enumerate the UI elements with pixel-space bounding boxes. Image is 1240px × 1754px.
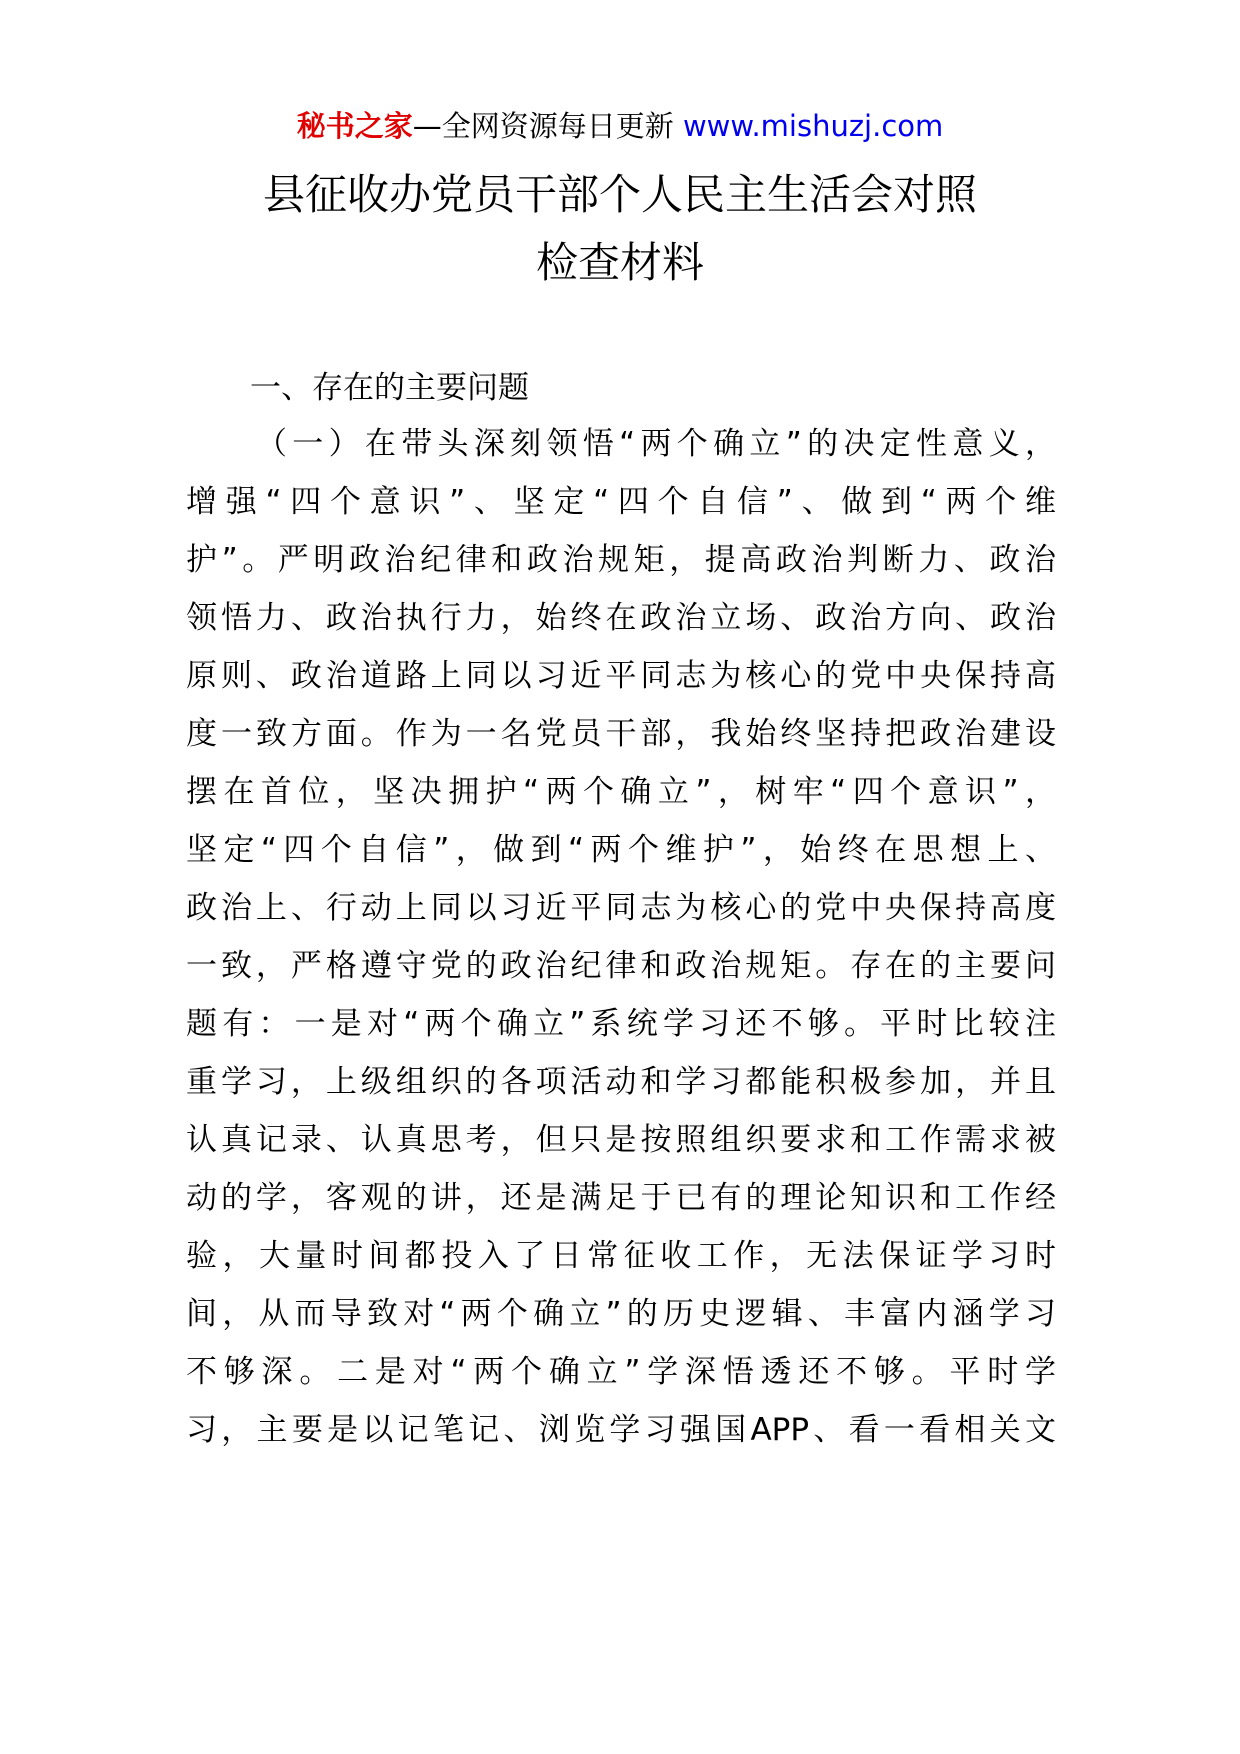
site-url-link[interactable]: www.mishuzj.com <box>682 109 944 143</box>
body-text-line: 习，主要是以记笔记、浏览学习强国APP、看一看相关文 <box>186 1412 1056 1448</box>
site-banner <box>0 104 1240 148</box>
body-text-line: 原则、政治道路上同以习近平同志为核心的党中央保持高 <box>186 658 1056 694</box>
body-text-line: 题有：一是对“两个确立”系统学习还不够。平时比较注 <box>186 1006 1056 1042</box>
body-text-line: 坚定“四个自信”，做到“两个维护”，始终在思想上、 <box>186 832 1056 868</box>
body-text-line: （一）在带头深刻领悟“两个确立”的决定性意义， <box>256 426 1056 462</box>
body-text-line: 验，大量时间都投入了日常征收工作，无法保证学习时 <box>186 1238 1056 1274</box>
body-text-line: 一致，严格遵守党的政治纪律和政治规矩。存在的主要问 <box>186 948 1056 984</box>
document-title-line-2: 检查材料 <box>535 238 704 287</box>
body-text-line: 领悟力、政治执行力，始终在政治立场、政治方向、政治 <box>186 600 1056 636</box>
banner-tagline: —全网资源每日更新 <box>412 109 674 143</box>
body-text-line: 重学习，上级组织的各项活动和学习都能积极参加，并且 <box>186 1064 1056 1100</box>
body-text-line: 政治上、行动上同以习近平同志为核心的党中央保持高度 <box>186 890 1056 926</box>
body-text-line: 动的学，客观的讲，还是满足于已有的理论知识和工作经 <box>186 1180 1056 1216</box>
body-text-line: 护”。严明政治纪律和政治规矩，提高政治判断力、政治 <box>186 542 1056 578</box>
body-text-line: 增强“四个意识”、坚定“四个自信”、做到“两个维 <box>186 484 1056 520</box>
body-text-line: 认真记录、认真思考，但只是按照组织要求和工作需求被 <box>186 1122 1056 1158</box>
brand-name: 秘书之家 <box>296 109 413 143</box>
body-text-line: 间，从而导致对“两个确立”的历史逻辑、丰富内涵学习 <box>186 1296 1056 1332</box>
section-heading: 一、存在的主要问题 <box>250 370 529 406</box>
body-text-line: 不够深。二是对“两个确立”学深悟透还不够。平时学 <box>186 1354 1056 1390</box>
body-text-line: 度一致方面。作为一名党员干部，我始终坚持把政治建设 <box>186 716 1056 752</box>
document-title-line-1: 县征收办党员干部个人民主生活会对照 <box>262 170 977 219</box>
body-text-line: 摆在首位，坚决拥护“两个确立”，树牢“四个意识”， <box>186 774 1056 810</box>
